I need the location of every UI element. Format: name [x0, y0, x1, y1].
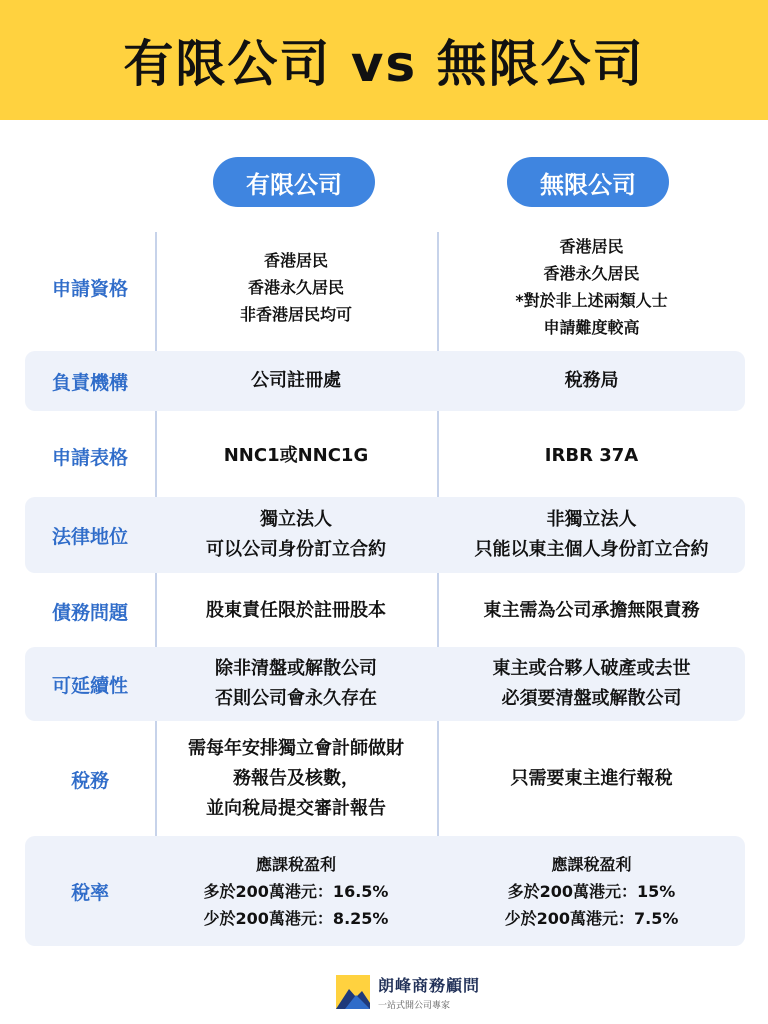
cell-unlimited	[438, 351, 745, 411]
cell-line: 可以公司身份訂立合約	[206, 539, 386, 560]
cell-line: 只需要東主進行報稅	[510, 768, 673, 789]
cell-line: 股東責任限於註冊股本	[206, 600, 386, 621]
cell-limited	[157, 731, 435, 827]
cell-line: IRBR 37A	[544, 445, 639, 466]
row-label: 稅率	[70, 881, 109, 904]
cell-line: 公司註冊處	[251, 370, 341, 391]
cell-limited	[157, 647, 435, 721]
cell-line: 少於200萬港元：7.5%	[504, 908, 679, 928]
cell-line: 申請難度較高	[543, 318, 640, 337]
cell-unlimited	[438, 731, 745, 827]
table-row	[25, 647, 745, 721]
cell-line: 非香港居民均可	[239, 304, 352, 324]
cell-limited	[157, 428, 435, 484]
cell-line: 獨立法人	[260, 509, 332, 530]
row-label: 債務問題	[51, 601, 128, 624]
page-title: 有限公司 vs 無限公司	[123, 35, 645, 93]
row-label: 法律地位	[51, 525, 128, 548]
cell-line: 香港居民	[263, 250, 328, 270]
cell-line: 只能以東主個人身份訂立合約	[474, 539, 709, 560]
cell-line: 並向稅局提交審計報告	[206, 798, 386, 819]
cell-line: 應課稅盈利	[255, 854, 336, 874]
cell-unlimited	[438, 232, 745, 342]
brand-name: 朗峰商務顧問	[378, 976, 481, 995]
table-row	[25, 351, 745, 411]
cell-limited	[157, 583, 435, 639]
cell-unlimited	[438, 428, 745, 484]
cell-line: 應課稅盈利	[551, 854, 632, 874]
cell-line: 多於200萬港元：15%	[507, 881, 676, 901]
cell-line: 除非清盤或解散公司	[215, 658, 377, 679]
cell-unlimited	[438, 583, 745, 639]
cell-limited	[157, 351, 435, 411]
cell-line: 需每年安排獨立會計師做財	[188, 738, 404, 759]
cell-line: 香港居民	[559, 237, 624, 256]
row-label: 申請資格	[51, 277, 128, 300]
footer-brand	[336, 970, 480, 1014]
column-header-limited: 有限公司	[213, 157, 375, 207]
row-label: 申請表格	[51, 446, 128, 469]
column-header-unlimited: 無限公司	[507, 157, 669, 207]
cell-unlimited	[438, 497, 745, 573]
row-label: 可延續性	[51, 674, 128, 697]
table-row	[25, 836, 745, 946]
cell-line: NNC1或NNC1G	[223, 445, 369, 466]
row-label: 稅務	[70, 769, 109, 792]
table-row	[25, 583, 745, 639]
table-row	[25, 232, 745, 342]
cell-limited	[157, 497, 435, 573]
cell-limited	[157, 836, 435, 946]
cell-line: 否則公司會永久存在	[215, 688, 377, 709]
cell-line: 東主或合夥人破產或去世	[492, 658, 691, 679]
cell-line: 香港永久居民	[543, 264, 640, 283]
brand-tagline: 一站式開公司專家	[378, 1001, 451, 1011]
cell-line: 少於200萬港元：8.25%	[203, 908, 389, 928]
cell-line: 非獨立法人	[546, 509, 637, 530]
cell-line: *對於非上述兩類人士	[515, 291, 668, 310]
mountain-logo-icon	[336, 975, 370, 1009]
table-row	[25, 731, 745, 827]
cell-unlimited	[438, 836, 745, 946]
cell-line: 稅務局	[564, 370, 619, 391]
cell-limited	[157, 232, 435, 342]
row-label: 負責機構	[51, 371, 128, 394]
cell-unlimited	[438, 647, 745, 721]
cell-line: 多於200萬港元：16.5%	[203, 881, 389, 901]
cell-line: 香港永久居民	[247, 277, 344, 297]
table-row	[25, 497, 745, 573]
cell-line: 務報告及核數，	[233, 768, 359, 789]
cell-line: 東主需為公司承擔無限責務	[483, 600, 700, 621]
cell-line: 必須要清盤或解散公司	[501, 688, 682, 709]
title-banner	[0, 0, 768, 120]
table-row	[25, 428, 745, 484]
